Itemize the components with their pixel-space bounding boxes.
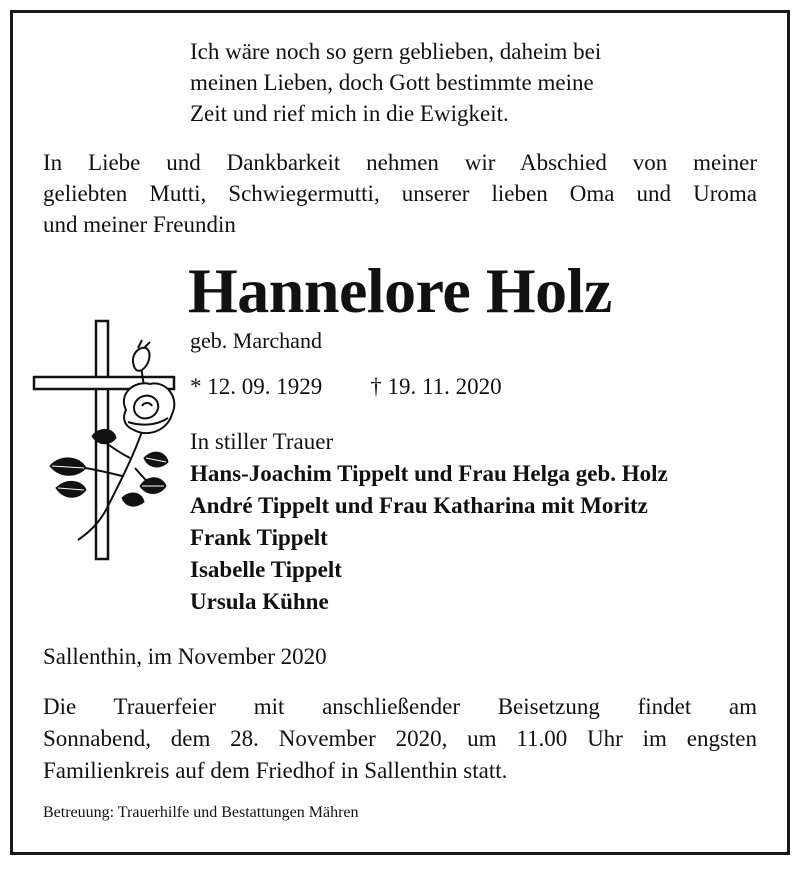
footer-credit: Betreuung: Trauerhilfe und Bestattungen Mähren — [43, 804, 359, 821]
mourner: Frank Tippelt — [190, 525, 328, 550]
mourner: Ursula Kühne — [190, 589, 329, 614]
maiden-name: geb. Marchand — [190, 328, 322, 353]
service-info — [43, 691, 757, 787]
deceased-name: Hannelore Holz — [188, 255, 612, 326]
poem-line: meinen Lieben, doch Gott bestimmte meine — [190, 70, 594, 95]
intro-text — [43, 147, 757, 240]
place-date: Sallenthin, im November 2020 — [43, 644, 327, 669]
poem-line: Ich wäre noch so gern geblieben, daheim bei — [190, 39, 602, 64]
service-line: Familienkreis auf dem Friedhof in Sallenthin statt. — [43, 758, 508, 783]
mourner: Isabelle Tippelt — [190, 557, 342, 582]
intro-line: und meiner Freundin — [43, 212, 236, 237]
life-dates — [190, 372, 502, 402]
mourner: Hans-Joachim Tippelt und Frau Helga geb. Holz — [190, 461, 668, 486]
intro-line: geliebten Mutti, Schwiegermutti, unserer lieben Oma und Uroma — [43, 181, 757, 206]
cross-with-rose-icon — [30, 318, 180, 563]
poem-line: Zeit und rief mich in die Ewigkeit. — [190, 101, 509, 126]
death-date: † 19. 11. 2020 — [370, 374, 502, 399]
intro-line: In Liebe und Dankbarkeit nehmen wir Abschied von meiner — [43, 150, 757, 175]
mourning-heading: In stiller Trauer — [190, 429, 334, 454]
mourner: André Tippelt und Frau Katharina mit Moritz — [190, 493, 648, 518]
birth-date: * 12. 09. 1929 — [190, 374, 323, 399]
service-line: Die Trauerfeier mit anschließender Beisetzung findet am — [43, 694, 757, 719]
poem — [190, 36, 601, 129]
service-line: Sonnabend, dem 28. November 2020, um 11.00 Uhr im engsten — [43, 726, 757, 751]
mourning-block — [190, 426, 668, 618]
